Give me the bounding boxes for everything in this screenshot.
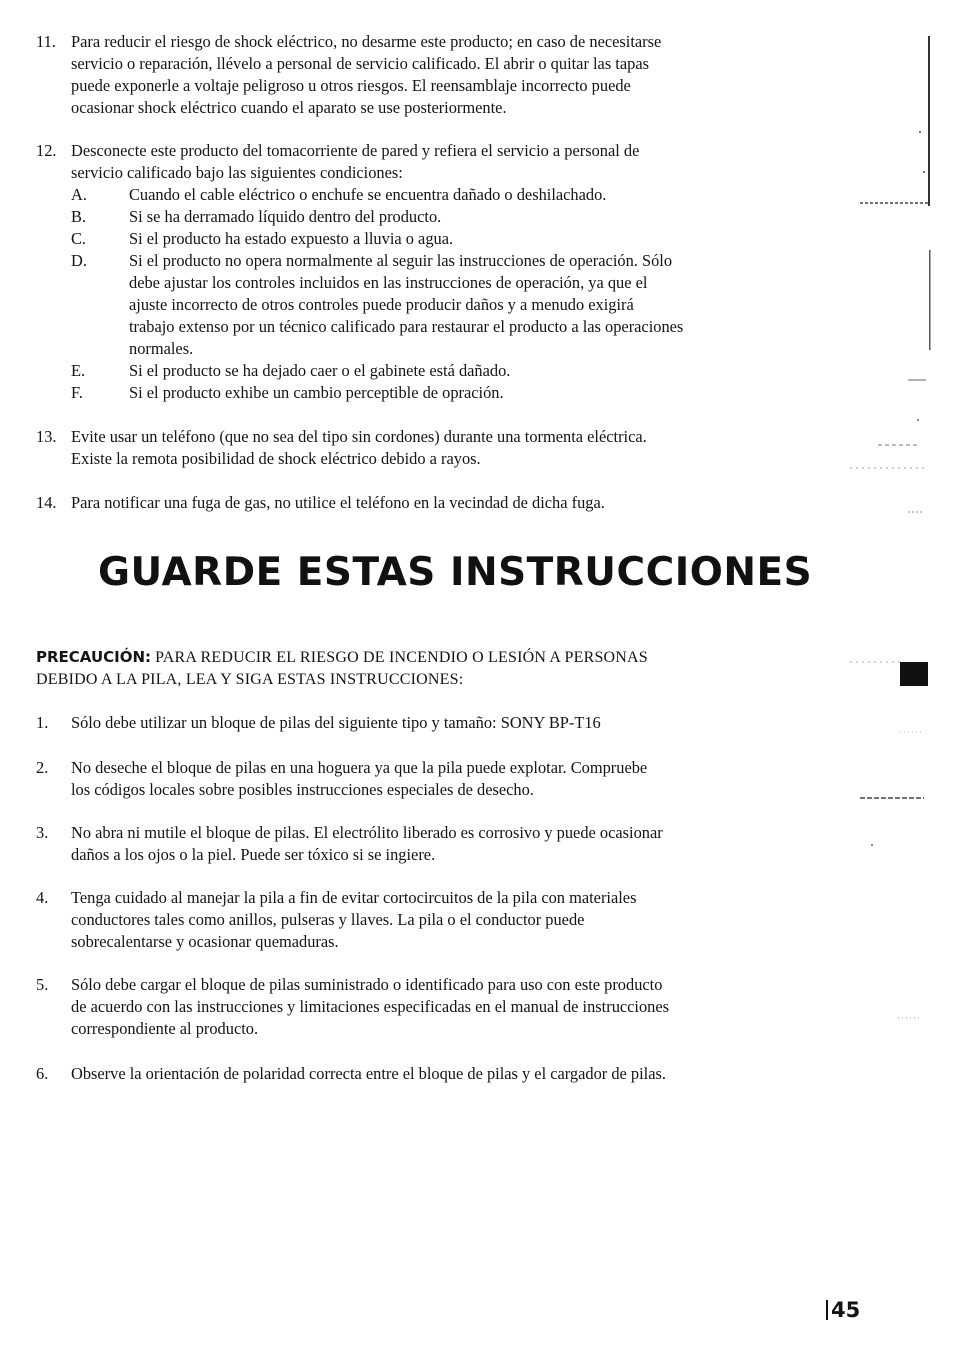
list-item-11	[36, 31, 826, 119]
text-line: de acuerdo con las instrucciones y limitaciones especificadas en el manual de instrucciones	[71, 997, 670, 1016]
item-number: 14.	[36, 493, 57, 512]
margin-speck	[871, 844, 873, 846]
sub-item-letter: B.	[71, 207, 87, 226]
caution-notice	[36, 646, 826, 691]
margin-speck	[919, 131, 921, 133]
text-line: ocasionar shock eléctrico cuando el aparato se use posteriormente.	[71, 98, 507, 117]
item-text	[71, 974, 826, 1040]
sub-item-b	[71, 206, 826, 228]
item-text	[71, 492, 826, 514]
item-number: 3.	[36, 823, 49, 842]
section-heading: GUARDE ESTAS INSTRUCCIONES	[98, 550, 813, 595]
text-line: servicio o reparación, llévelo a personal de servicio calificado. El abrir o quitar las tapas	[71, 54, 649, 73]
list-item-1	[36, 712, 826, 734]
text-line: trabajo extenso por un técnico calificado para restaurar el producto a las operaciones	[129, 317, 684, 336]
item-number: 12.	[36, 141, 57, 160]
text-line: ajuste incorrecto de otros controles puede producir daños y a menudo exigirá	[129, 295, 634, 314]
item-text	[71, 887, 826, 953]
item-text	[71, 757, 826, 801]
text-line: Si el producto no opera normalmente al seguir las instrucciones de operación. Sólo	[129, 251, 673, 270]
text-line: Para reducir el riesgo de shock eléctrico, no desarme este producto; en caso de necesitarse	[71, 32, 662, 51]
margin-speck	[917, 419, 919, 421]
text-line: normales.	[129, 339, 194, 358]
scan-margin-artifacts	[820, 0, 940, 1352]
text-line: No deseche el bloque de pilas en una hoguera ya que la pila puede explotar. Compruebe	[71, 758, 648, 777]
item-text	[71, 822, 826, 866]
margin-rule-top	[928, 36, 930, 206]
list-item-6	[36, 1063, 826, 1085]
item-number: 4.	[36, 888, 49, 907]
sub-item-letter: F.	[71, 383, 83, 402]
sub-item-letter: E.	[71, 361, 86, 380]
item-number: 5.	[36, 975, 49, 994]
list-item-2	[36, 757, 826, 801]
text-line: Desconecte este producto del tomacorriente de pared y refiera el servicio a personal de	[71, 141, 640, 160]
sub-item-letter: C.	[71, 229, 87, 248]
text-line: Para notificar una fuga de gas, no utilice el teléfono en la vecindad de dicha fuga.	[71, 493, 605, 512]
list-item-14	[36, 492, 826, 514]
caution-label: PRECAUCIÓN:	[36, 648, 152, 666]
text-line: puede exponerle a voltaje peligroso u otros riesgos. El reensamblaje incorrecto puede	[71, 76, 631, 95]
text-line: Sólo debe utilizar un bloque de pilas del siguiente tipo y tamaño: SONY BP-T16	[71, 713, 601, 732]
margin-rule-mid	[929, 250, 931, 350]
text-line: Tenga cuidado al manejar la pila a fin de evitar cortocircuitos de la pila con materiales	[71, 888, 637, 907]
text-line: Observe la orientación de polaridad correcta entre el bloque de pilas y el cargador de pilas.	[71, 1064, 666, 1083]
text-line: servicio calificado bajo las siguientes condiciones:	[71, 163, 403, 182]
text-line: No abra ni mutile el bloque de pilas. El electrólito liberado es corrosivo y puede ocasionar	[71, 823, 663, 842]
caution-text-line-2: DEBIDO A LA PILA, LEA Y SIGA ESTAS INSTRUCCIONES:	[36, 671, 464, 688]
text-line: Sólo debe cargar el bloque de pilas suministrado o identificado para uso con este producto	[71, 975, 663, 994]
text-line: Si el producto exhibe un cambio perceptible de opración.	[129, 383, 504, 402]
item-text	[71, 31, 826, 119]
item-text	[71, 426, 826, 470]
page-number-text: 45	[831, 1298, 861, 1322]
item-number: 11.	[36, 32, 56, 51]
text-line: Evite usar un teléfono (que no sea del tipo sin cordones) durante una tormenta eléctrica.	[71, 427, 647, 446]
list-item-13	[36, 426, 826, 470]
list-item-5	[36, 974, 826, 1040]
text-line: Existe la remota posibilidad de shock eléctrico debido a rayos.	[71, 449, 481, 468]
item-text	[71, 712, 826, 734]
item-text	[71, 1063, 826, 1085]
sub-item-c	[71, 228, 826, 250]
sub-item-d	[71, 250, 826, 360]
item-number: 2.	[36, 758, 49, 777]
sub-item-f	[71, 382, 826, 404]
list-item-4	[36, 887, 826, 953]
sub-item-e	[71, 360, 826, 382]
margin-block	[900, 662, 928, 686]
list-item-3	[36, 822, 826, 866]
text-line: Si se ha derramado líquido dentro del producto.	[129, 207, 442, 226]
text-line: sobrecalentarse y ocasionar quemaduras.	[71, 932, 339, 951]
text-line: conductores tales como anillos, pulseras y llaves. La pila o el conductor puede	[71, 910, 585, 929]
text-line: Cuando el cable eléctrico o enchufe se encuentra dañado o deshilachado.	[129, 185, 607, 204]
item-number: 1.	[36, 713, 49, 732]
text-line: Si el producto ha estado expuesto a lluvia o agua.	[129, 229, 454, 248]
text-line: debe ajustar los controles incluidos en las instrucciones de operación, ya que el	[129, 273, 648, 292]
text-line: Si el producto se ha dejado caer o el gabinete está dañado.	[129, 361, 511, 380]
sub-item-a	[71, 184, 826, 206]
caution-text-line-1: PARA REDUCIR EL RIESGO DE INCENDIO O LESIÓN A PERSONAS	[155, 649, 648, 666]
text-line: los códigos locales sobre posibles instrucciones especiales de desecho.	[71, 780, 534, 799]
text-line: daños a los ojos o la piel. Puede ser tóxico si se ingiere.	[71, 845, 436, 864]
sub-item-letter: A.	[71, 185, 87, 204]
item-number: 6.	[36, 1064, 49, 1083]
text-line: correspondiente al producto.	[71, 1019, 259, 1038]
item-text	[71, 140, 826, 184]
item-number: 13.	[36, 427, 57, 446]
sub-item-letter: D.	[71, 251, 87, 270]
list-item-12	[36, 140, 826, 404]
margin-speck	[923, 171, 925, 173]
